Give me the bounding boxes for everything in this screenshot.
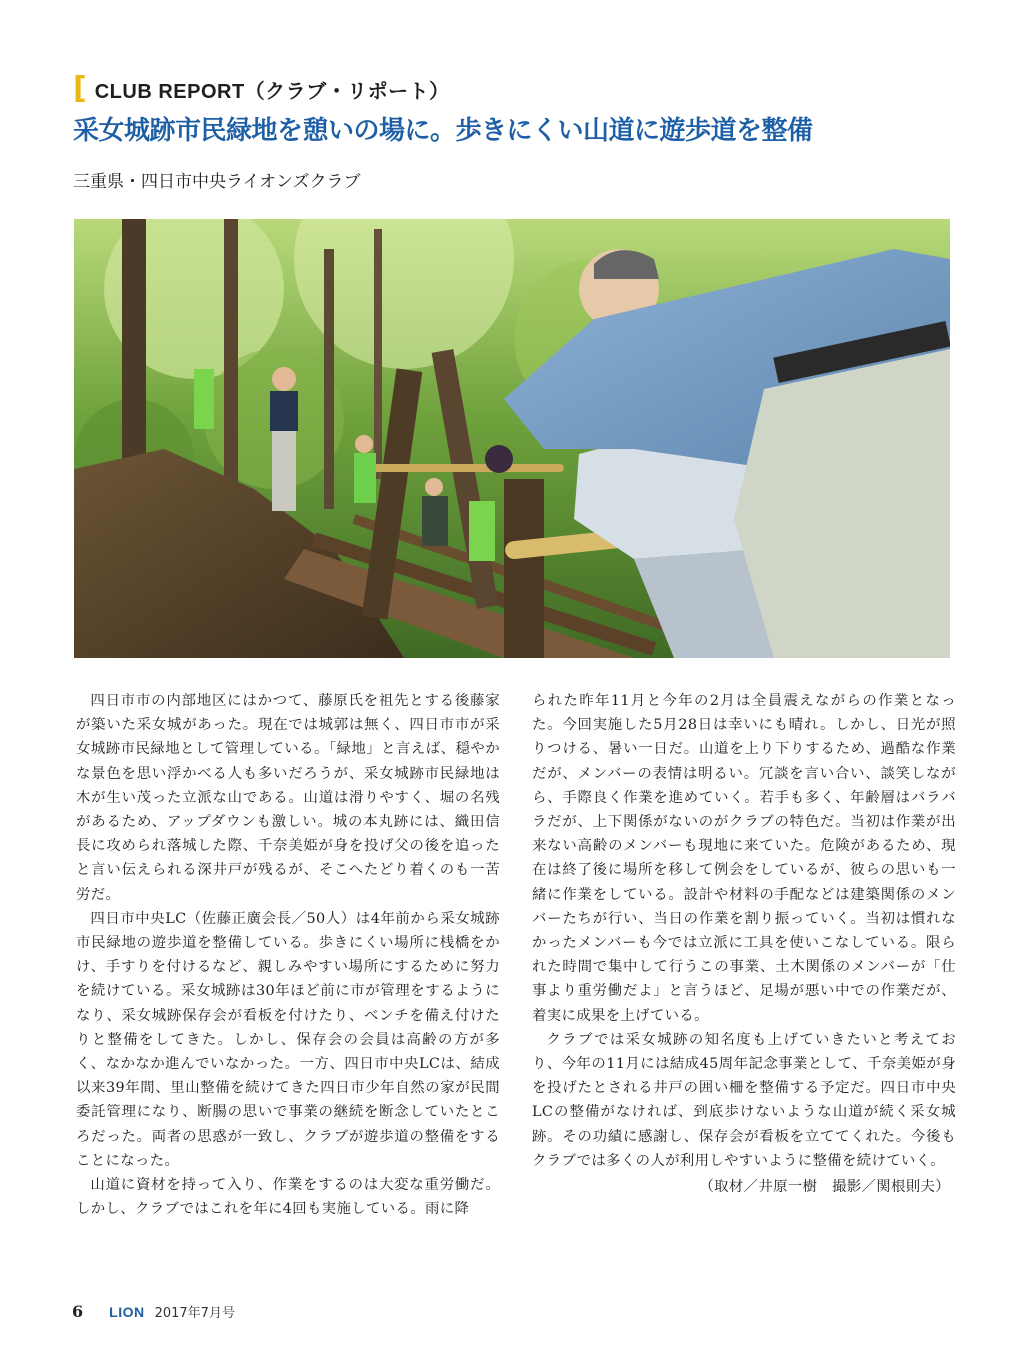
- headline: 采女城跡市民緑地を憩いの場に。歩きにくい山道に遊歩道を整備: [73, 116, 813, 146]
- article-paragraph: られた昨年11月と今年の2月は全員震えながらの作業となった。今回実施した5月28日は幸いにも晴れ。しかし、日光が照りつける、暑い一日だ。山道を上り下りするため、過酷な作業だが、メンバーの表情は明るい。冗談を言い合い、談笑しながら、手際良く作業を進めていく。若手も多く、年齢層はバラバラだが、上下関係がないのがクラブの特色だ。当初は作業が出来ない高齢のメンバーも現地に来ていた。危険があるため、現在は終了後に場所を移して例会をしているが、彼らの思いも一緒に作業をしている。設計や材料の手配などは建築関係のメンバーたちが行い、当日の作業を割り振っていく。当初は慣れなかったメンバーも今では立派に工具を使いこなしている。限られた時間で集中して行うこの事業、土木関係のメンバーが「仕事より重労働だよ」と言うほど、足場が悪い中での作業だが、着実に成果を上げている。: [532, 693, 956, 1024]
- section-label-text: CLUB REPORT（クラブ・リポート）: [94, 80, 450, 103]
- article-paragraph: クラブでは采女城跡の知名度も上げていきたいと考えており、今年の11月には結成45周年記念事業として、千奈美姫が身を投げたとされる井戸の囲い柵を整備する予定だ。四日市中央LCの整備がなければ、到底歩けないような山道が続く采女城跡。その功績に感謝し、保存会が看板を立ててくれた。今後もクラブでは多くの人が利用しやすいように整備を続けていく。: [532, 1031, 956, 1169]
- article-column-right: [532, 689, 956, 1199]
- article-paragraph: 四日市中央LC（佐藤正廣会長／50人）は4年前から采女城跡市民緑地の遊歩道を整備している。歩きにくい場所に桟橋をかけ、手すりを付けるなど、親しみやすい場所にするために努力を続けている。采女城跡は30年ほど前に市が管理をするようになり、采女城跡保存会が看板を付けたり、ベンチを備え付けたりと整備をしてきた。しかし、保存会の会員は高齢の方が多く、なかなか進んでいなかった。一方、四日市中央LCは、結成以来39年間、里山整備を続けてきた四日市少年自然の家が民間委託管理になり、断腸の思いで事業の継続を断念していたところだった。両者の思惑が一致し、クラブが遊歩道の整備をすることになった。: [76, 910, 500, 1169]
- photo-credit: （取材／井原一樹 撮影／関根則夫）: [699, 1179, 950, 1196]
- article-header: [73, 71, 953, 192]
- section-label: [73, 71, 953, 106]
- bracket-mark: [: [73, 71, 87, 106]
- article-paragraph: 山道に資材を持って入り、作業をするのは大変な重労働だ。しかし、クラブではこれを年に4回も実施している。雨に降: [76, 1177, 500, 1218]
- article-paragraph: 四日市市の内部地区にはかつて、藤原氏を祖先とする後藤家が築いた采女城があった。現在では城郭は無く、四日市市が采女城跡市民緑地として管理している。「緑地」と言えば、穏やかな景色を思い浮かべる人も多いだろうが、采女城跡市民緑地は木が生い茂った立派な山である。山道は滑りやすく、堀の名残があるため、アップダウンも激しい。城の本丸跡には、織田信長に攻められ落城した際、千奈美姫が身を投げ父の後を追ったと言い伝えられる深井戸が残るが、そこへたどり着くのも一苦労だ。: [76, 693, 500, 903]
- page-number: 6: [72, 1302, 84, 1321]
- magazine-name: LION: [109, 1304, 145, 1320]
- article-column-left: [76, 689, 500, 1221]
- club-name: 三重県・四日市中央ライオンズクラブ: [73, 172, 361, 192]
- page-footer: [72, 1302, 235, 1321]
- issue-date: 2017年7月号: [154, 1306, 235, 1321]
- article-photo: [74, 219, 950, 658]
